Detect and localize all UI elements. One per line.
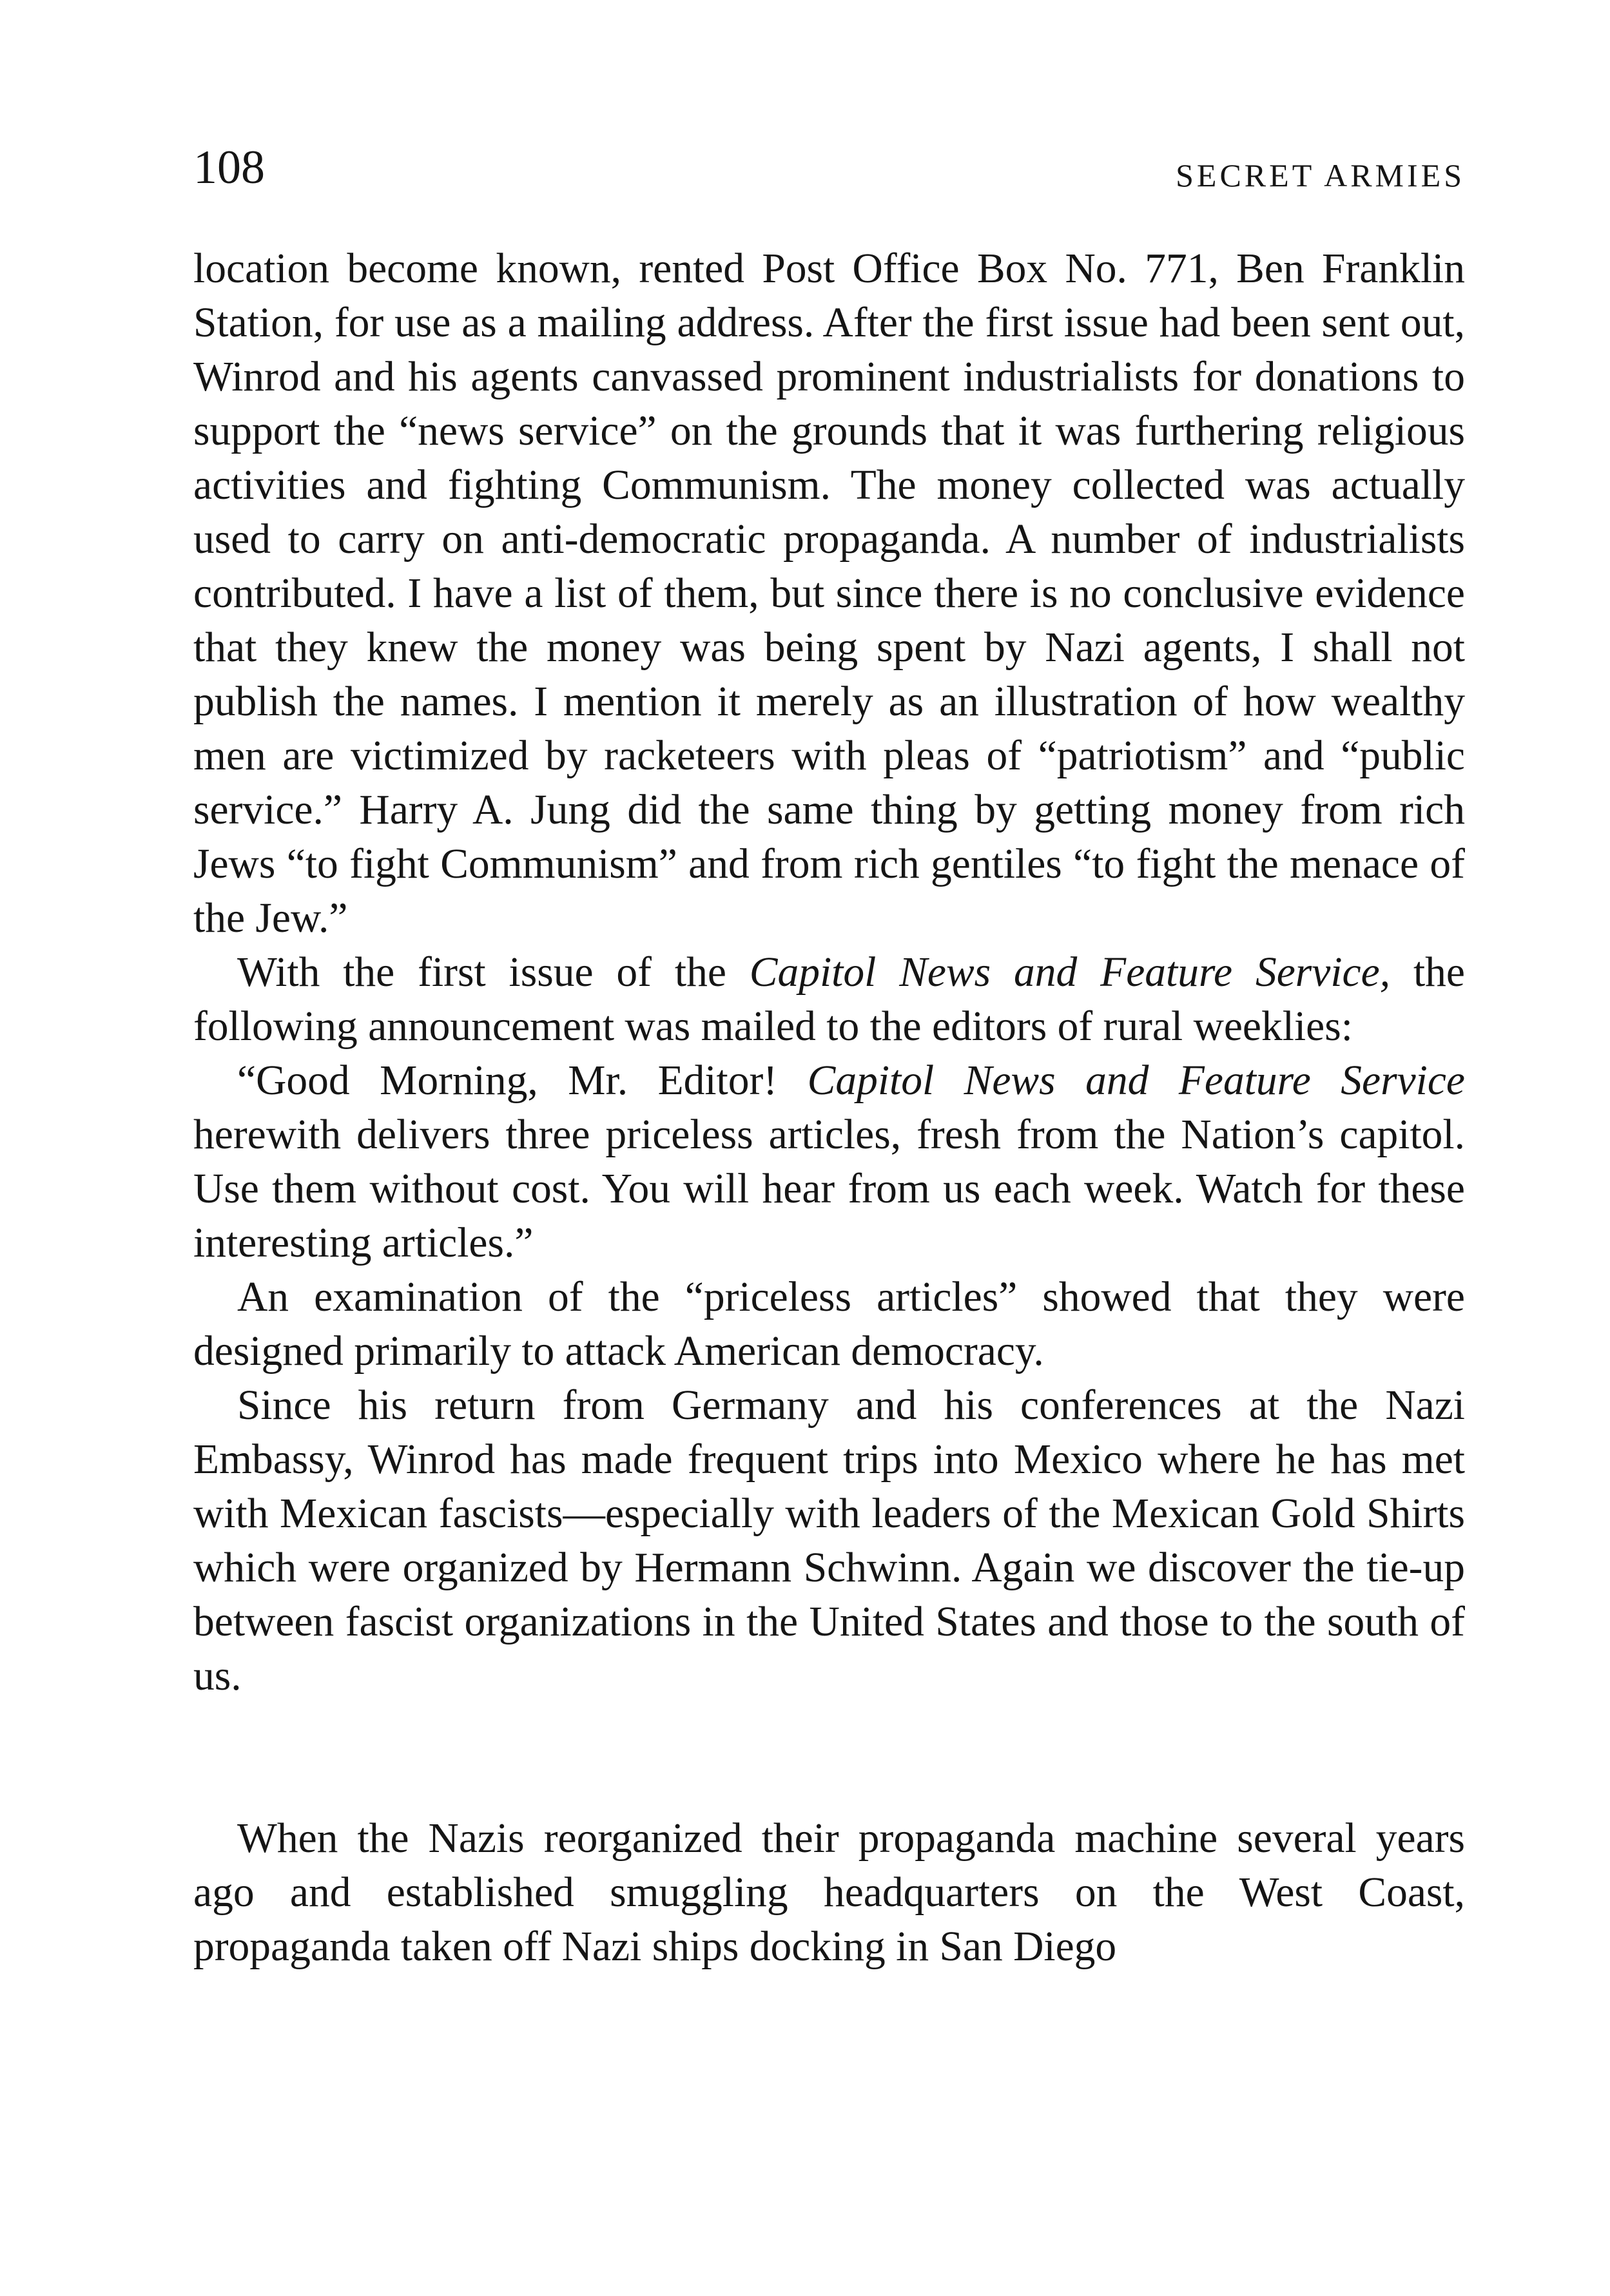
- quotation-lead: “Good Morning, Mr. Editor!: [237, 1057, 808, 1104]
- running-head: SECRET ARMIES: [1176, 157, 1465, 193]
- page-header: [193, 132, 1465, 203]
- paragraph-2-rest: the following announcement was mailed to the editors of rural weeklies:: [193, 949, 1466, 1050]
- quotation-rest: herewith delivers three priceless articles, fresh from the Nation’s capitol. Use them without cost. You will hear from us each week. Watch for these interesting articles.”: [193, 1112, 1465, 1266]
- publication-title-in-quote: Capitol News and Feature Service: [807, 1057, 1466, 1104]
- paragraph-1: location become known, rented Post Office Box No. 771, Ben Franklin Station, for use as a mailing address. After the first issue had been sent out, Winrod and his agents canvassed prominent industrialists for donations to support the “news service” on the grounds that it was furthering religious activities and fighting Communism. The money collected was actually used to carry on anti-democratic propaganda. A number of industrialists contributed. I have a list of them, but since there is no conclusive evidence that they knew the money was being spent by Nazi agents, I shall not publish the names. I mention it merely as an illustration of how wealthy men are victimized by racketeers with pleas of “patriotism” and “public service.” Harry A. Jung did the same thing by getting money from rich Jews “to fight Communism” and from rich gentiles “to fight the menace of the Jew.”: [193, 246, 1465, 941]
- paragraph-5: Since his return from Germany and his conferences at the Nazi Embassy, Winrod has made frequent trips into Mexico where he has met with Mexican fascists—especially with leaders of the Mexican Gold Shirts which were organized by Hermann Schwinn. Again we discover the tie-up between fascist organizations in the United States and those to the south of us.: [193, 1382, 1465, 1699]
- paragraph-2-lead: With the first issue of the: [237, 949, 750, 996]
- publication-title: Capitol News and Feature Service,: [749, 949, 1391, 996]
- paragraph-6: When the Nazis reorganized their propaganda machine several years ago and established smuggling headquarters on the West Coast, propaganda taken off Nazi ships docking in San Diego: [193, 1815, 1465, 1970]
- body-text: [193, 242, 1465, 1974]
- paragraph-2: [193, 945, 1465, 1054]
- paragraph-3-quotation: [193, 1054, 1465, 1270]
- paragraph-4: An examination of the “priceless articles” showed that they were designed primarily to attack American democracy.: [193, 1274, 1465, 1375]
- page-number: 108: [193, 141, 265, 194]
